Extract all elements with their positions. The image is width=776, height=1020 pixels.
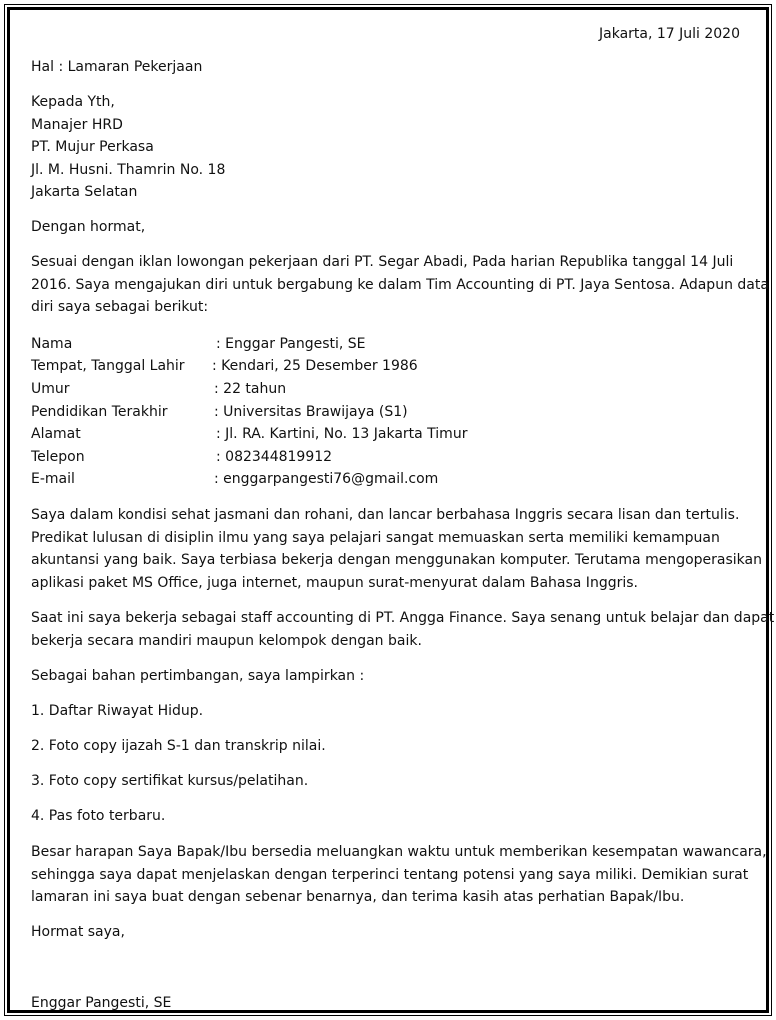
detail-value: : Universitas Brawijaya (S1) (214, 404, 408, 420)
text-line: lamaran ini saya buat dengan sebenar benarnya, dan terima kasih atas perhatian Bapak/Ibu. (31, 889, 685, 905)
detail-label: Pendidikan Terakhir (31, 404, 168, 420)
detail-label: Nama (31, 336, 73, 352)
text-line: Besar harapan Saya Bapak/Ibu bersedia meluangkan waktu untuk memberikan kesempatan wawancara, (31, 844, 767, 860)
detail-value: : 22 tahun (214, 381, 287, 397)
text-line: akuntansi yang baik. Saya terbiasa bekerja dengan menggunakan komputer. Terutama mengoperasikan (31, 552, 762, 568)
attachment-item: 2. Foto copy ijazah S-1 dan transkrip nilai. (31, 738, 326, 754)
letter-outer-border (4, 4, 775, 1016)
text-line: Saat ini saya bekerja sebagai staff accounting di PT. Angga Finance. Saya senang untuk belajar dan dapat (31, 610, 775, 626)
detail-label: Tempat, Tanggal Lahir (31, 358, 185, 374)
letter-page (7, 7, 775, 1013)
letter-subject: Hal : Lamaran Pekerjaan (31, 59, 203, 75)
attachments-intro: Sebagai bahan pertimbangan, saya lampirkan : (31, 668, 365, 684)
detail-value: : 082344819912 (216, 449, 333, 465)
detail-label: Telepon (31, 449, 85, 465)
detail-value: : Enggar Pangesti, SE (216, 336, 366, 352)
skills-paragraph (31, 504, 766, 594)
text-line: Saya dalam kondisi sehat jasmani dan rohani, dan lancar berbahasa Inggris secara lisan dan tertulis. (31, 507, 740, 523)
text-line: bekerja secara mandiri maupun kelompok dengan baik. (31, 632, 422, 649)
text-line: 2016. Saya mengajukan diri untuk bergabung ke dalam Tim Accounting di PT. Jaya Sentosa. Adapun data (31, 276, 769, 293)
signature-name: Enggar Pangesti, SE (31, 995, 172, 1011)
letter-date: Jakarta, 17 Juli 2020 (599, 26, 740, 42)
text-line: sehingga saya dapat menjelaskan dengan terperinci tentang potensi yang saya miliki. Demikian surat (31, 866, 749, 883)
intro-paragraph (31, 251, 769, 319)
recipient-line: PT. Mujur Perkasa (31, 139, 154, 155)
text-line: diri saya sebagai berikut: (31, 299, 209, 315)
employment-paragraph (31, 607, 775, 652)
attachment-item: 4. Pas foto terbaru. (31, 808, 166, 824)
regards: Hormat saya, (31, 924, 125, 940)
greeting: Dengan hormat, (31, 219, 146, 235)
text-line: Sesuai dengan iklan lowongan pekerjaan dari PT. Segar Abadi, Pada harian Republika tanggal 14 Juli (31, 254, 734, 270)
detail-label: E-mail (31, 471, 75, 487)
detail-label: Alamat (31, 426, 81, 442)
recipient-line: Jl. M. Husni. Thamrin No. 18 (31, 162, 226, 178)
recipient-line: Jakarta Selatan (31, 184, 138, 200)
detail-value: : Kendari, 25 Desember 1986 (212, 358, 418, 374)
text-line: Predikat lulusan di disiplin ilmu yang saya pelajari sangat memuaskan serta memiliki kemampuan (31, 529, 720, 546)
detail-value: : Jl. RA. Kartini, No. 13 Jakarta Timur (216, 426, 468, 442)
detail-label: Umur (31, 381, 70, 397)
text-line: aplikasi paket MS Office, juga internet, maupun surat-menyurat dalam Bahasa Inggris. (31, 574, 638, 591)
closing-paragraph (31, 841, 766, 909)
attachment-item: 3. Foto copy sertifikat kursus/pelatihan. (31, 773, 309, 789)
attachment-item: 1. Daftar Riwayat Hidup. (31, 703, 204, 719)
recipient-line: Manajer HRD (31, 117, 123, 133)
recipient-line: Kepada Yth, (31, 94, 115, 110)
detail-value: : enggarpangesti76@gmail.com (214, 471, 439, 487)
